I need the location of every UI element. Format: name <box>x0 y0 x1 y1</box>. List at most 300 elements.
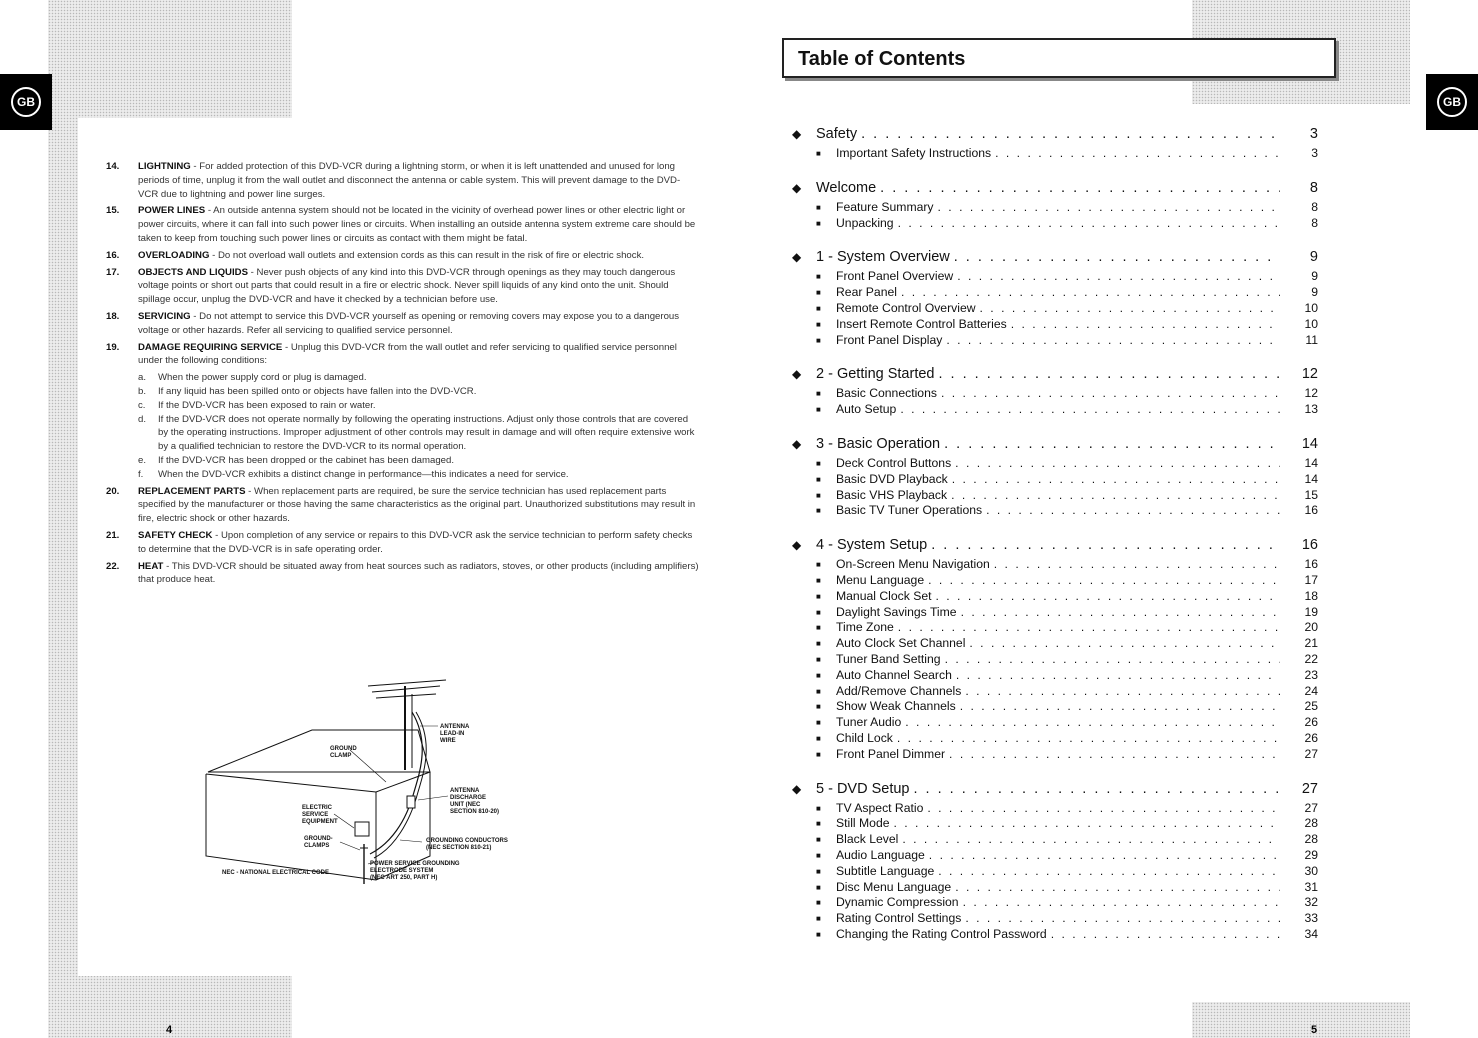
square-bullet-icon: ■ <box>816 607 821 617</box>
diamond-icon: ◆ <box>792 127 802 141</box>
item-number: 19. <box>106 341 120 353</box>
toc-page-number: 13 <box>1304 402 1318 417</box>
toc-subentry[interactable] <box>792 848 1318 864</box>
toc-page-number: 9 <box>1309 249 1318 266</box>
power-service-label-2: ELECTRODE SYSTEM <box>370 868 434 874</box>
toc-subentry-title: Basic DVD Playback <box>836 471 948 486</box>
dot-leader <box>961 605 1280 619</box>
toc-subentry-title: Show Weak Channels <box>836 699 956 714</box>
item-body <box>138 310 700 338</box>
toc-section-title: 5 - DVD Setup <box>816 780 910 797</box>
square-bullet-icon: ■ <box>816 866 821 876</box>
item-title: OBJECTS AND LIQUIDS <box>138 266 248 278</box>
right-page-number: 5 <box>1311 1024 1318 1036</box>
toc-entry[interactable] <box>792 436 1318 456</box>
service-conditions-list <box>138 371 700 481</box>
square-bullet-icon: ■ <box>816 474 821 484</box>
toc-subentry[interactable] <box>792 333 1318 349</box>
toc-subentry-title: Disc Menu Language <box>836 879 952 894</box>
item-number: 22. <box>106 560 120 572</box>
square-bullet-icon: ■ <box>816 288 821 298</box>
toc-section-title: 4 - System Setup <box>816 537 928 554</box>
toc-page-number: 9 <box>1311 269 1318 284</box>
toc-page-number: 12 <box>1301 366 1318 383</box>
toc-subentry[interactable] <box>792 620 1318 636</box>
toc-page-number: 3 <box>1311 146 1318 160</box>
dot-leader <box>949 747 1280 761</box>
toc-page-number: 17 <box>1304 572 1318 587</box>
toc-page-number: 16 <box>1304 557 1318 572</box>
toc-subentry[interactable] <box>792 146 1318 162</box>
toc-subentry[interactable] <box>792 269 1318 285</box>
safety-item <box>106 249 700 263</box>
dot-leader <box>952 472 1280 486</box>
square-bullet-icon: ■ <box>816 835 821 845</box>
dot-leader <box>945 652 1280 666</box>
toc-subentry-title: Child Lock <box>836 730 893 745</box>
toc-subentry[interactable] <box>792 456 1318 472</box>
toc-subentry-title: Basic Connections <box>836 386 937 401</box>
service-condition <box>138 413 700 454</box>
toc-subentry[interactable] <box>792 472 1318 488</box>
square-bullet-icon: ■ <box>816 702 821 712</box>
toc-subentry-title: Subtitle Language <box>836 863 935 878</box>
toc-page-number: 14 <box>1304 455 1318 470</box>
toc-subentry[interactable] <box>792 605 1318 621</box>
toc-subentry-title: Unpacking <box>836 215 894 230</box>
toc-page-number: 28 <box>1304 816 1318 831</box>
square-bullet-icon: ■ <box>816 882 821 892</box>
power-service-label-3: (NEC ART 250, PART H) <box>370 875 438 881</box>
toc-subentry-title: Changing the Rating Control Password <box>836 926 1047 941</box>
toc-page-number: 23 <box>1304 667 1318 682</box>
toc-section <box>792 249 1318 348</box>
toc-subentry[interactable] <box>792 386 1318 402</box>
safety-item <box>106 310 700 338</box>
service-condition <box>138 468 700 482</box>
item-text: For added protection of this DVD-VCR during a lightning storm, or when it is left unattended and unused for long periods of time, unplug it from the wall outlet and disconnect the antenna or cable system. This will prevent damage to the DVD-VCR due to lightning and power line surges. <box>138 161 681 200</box>
toc-subentry-title: Dynamic Compression <box>836 895 959 910</box>
dot-leader <box>946 333 1280 347</box>
item-title: SERVICING <box>138 310 191 322</box>
toc-page-number: 29 <box>1304 847 1318 862</box>
service-condition <box>138 371 700 385</box>
toc-subentry[interactable] <box>792 731 1318 747</box>
dot-leader <box>931 537 1280 553</box>
item-number: 20. <box>106 485 120 497</box>
dot-leader <box>898 620 1280 634</box>
toc-page-number: 16 <box>1301 537 1318 554</box>
toc-section-title: 1 - System Overview <box>816 249 950 266</box>
toc-subentry[interactable] <box>792 864 1318 880</box>
square-bullet-icon: ■ <box>816 686 821 696</box>
square-bullet-icon: ■ <box>816 803 821 813</box>
toc-subentry-title: Rear Panel <box>836 285 897 300</box>
dot-leader <box>897 731 1280 745</box>
dot-leader <box>956 668 1280 682</box>
item-text: This DVD-VCR should be situated away from heat sources such as radiators, stoves, or other products (including amplifiers) that produce heat. <box>138 560 699 586</box>
safety-item <box>106 266 700 307</box>
item-title: POWER LINES <box>138 205 206 217</box>
item-title: LIGHTNING <box>138 161 191 172</box>
toc-subentry[interactable] <box>792 684 1318 700</box>
toc-subentry[interactable] <box>792 880 1318 896</box>
toc-subentry-title: Important Safety Instructions <box>836 146 992 160</box>
toc-subentry-title: Tuner Band Setting <box>836 651 941 666</box>
toc-page-number: 19 <box>1304 604 1318 619</box>
item-title: REPLACEMENT PARTS <box>138 485 246 497</box>
item-separator: - <box>247 266 257 278</box>
dot-leader <box>960 699 1280 713</box>
square-bullet-icon: ■ <box>816 914 821 924</box>
item-body <box>138 485 700 526</box>
gb-icon: GB <box>1437 87 1467 117</box>
toc-section <box>792 366 1318 418</box>
toc-page-number: 32 <box>1304 895 1318 910</box>
item-title: HEAT <box>138 560 164 572</box>
diamond-icon: ◆ <box>792 180 802 195</box>
antenna-lead-label-2: LEAD-IN <box>440 731 465 737</box>
toc-page-number: 34 <box>1304 926 1318 941</box>
power-service-label-1: POWER SERVICE GROUNDING <box>370 861 460 867</box>
toc-entry[interactable] <box>792 180 1318 200</box>
toc-entry[interactable] <box>792 366 1318 386</box>
square-bullet-icon: ■ <box>816 560 821 570</box>
toc-page-number: 10 <box>1304 316 1318 331</box>
toc-subentry[interactable] <box>792 668 1318 684</box>
dot-leader <box>969 636 1280 650</box>
toc-entry[interactable] <box>792 537 1318 557</box>
dot-leader <box>927 801 1280 815</box>
toc-subentry-title: Add/Remove Channels <box>836 683 962 698</box>
condition-letter: b. <box>138 385 147 397</box>
toc-subentry[interactable] <box>792 503 1318 519</box>
dot-leader <box>901 285 1280 299</box>
toc-subentry[interactable] <box>792 927 1318 943</box>
square-bullet-icon: ■ <box>816 623 821 633</box>
toc-subentry-title: Insert Remote Control Batteries <box>836 316 1007 331</box>
electric-service-label-3: EQUIPMENT <box>302 819 338 825</box>
service-condition <box>138 454 700 468</box>
item-number: 16. <box>106 249 120 261</box>
toc-subentry[interactable] <box>792 816 1318 832</box>
toc-subentry[interactable] <box>792 216 1318 232</box>
dot-leader <box>994 557 1280 571</box>
dot-leader <box>898 216 1280 230</box>
square-bullet-icon: ■ <box>816 850 821 860</box>
square-bullet-icon: ■ <box>816 272 821 282</box>
toc-page-number: 22 <box>1304 651 1318 666</box>
dot-leader <box>995 146 1280 160</box>
toc-subentry[interactable] <box>792 832 1318 848</box>
condition-text: If the DVD-VCR has been exposed to rain or water. <box>158 399 376 411</box>
toc-subentry-title: Auto Setup <box>836 402 897 417</box>
toc-page-number: 27 <box>1304 746 1318 761</box>
toc-section-title: Safety <box>816 126 858 142</box>
item-text: Unplug this DVD-VCR from the wall outlet and refer servicing to qualified service personnel under the following conditions: <box>138 341 677 367</box>
toc-page-number: 14 <box>1304 471 1318 486</box>
dot-leader <box>1051 927 1280 941</box>
item-body <box>138 529 700 557</box>
toc-page-number: 31 <box>1304 879 1318 894</box>
square-bullet-icon: ■ <box>816 819 821 829</box>
toc-subentry[interactable] <box>792 636 1318 652</box>
toc-page-number: 18 <box>1304 588 1318 603</box>
item-text: Do not overload wall outlets and extension cords as this can result in the risk of fire or electric shock. <box>217 249 645 261</box>
dot-leader <box>929 848 1280 862</box>
toc-subentry-title: On-Screen Menu Navigation <box>836 557 990 572</box>
toc-subentry-title: Remote Control Overview <box>836 300 976 315</box>
toc-page-number: 10 <box>1304 300 1318 315</box>
square-bullet-icon: ■ <box>816 929 821 939</box>
toc-page-number: 14 <box>1301 435 1318 452</box>
diamond-icon: ◆ <box>792 538 802 553</box>
toc-section <box>792 537 1318 762</box>
toc-subentry-title: Basic TV Tuner Operations <box>836 503 983 518</box>
gb-icon: GB <box>11 87 41 117</box>
item-separator: - <box>205 205 214 217</box>
discharge-unit-label-3: UNIT (NEC <box>450 802 481 808</box>
square-bullet-icon: ■ <box>816 335 821 345</box>
toc-page-number: 9 <box>1311 285 1318 300</box>
toc-page-number: 8 <box>1311 199 1318 214</box>
item-separator: - <box>190 310 200 322</box>
square-bullet-icon: ■ <box>816 733 821 743</box>
toc-section-title: 2 - Getting Started <box>816 366 935 383</box>
toc-page-number: 21 <box>1304 636 1318 651</box>
item-title: OVERLOADING <box>138 249 210 261</box>
toc-page-number: 3 <box>1309 126 1318 142</box>
safety-item <box>106 160 700 201</box>
toc-section-title: 3 - Basic Operation <box>816 435 941 452</box>
safety-item <box>106 485 700 526</box>
toc-entry[interactable] <box>792 781 1318 801</box>
electric-service-label-1: ELECTRIC <box>302 805 332 811</box>
dot-leader <box>900 402 1280 416</box>
condition-letter: e. <box>138 454 147 466</box>
toc-subentry-title: Front Panel Dimmer <box>836 746 946 761</box>
dot-leader <box>928 573 1280 587</box>
item-number: 15. <box>106 205 120 217</box>
toc-subentry[interactable] <box>792 488 1318 504</box>
condition-letter: c. <box>138 399 146 411</box>
toc-subentry[interactable] <box>792 573 1318 589</box>
toc-subentry[interactable] <box>792 557 1318 573</box>
item-separator: - <box>163 560 172 572</box>
diamond-icon: ◆ <box>792 781 802 796</box>
nec-label: NEC - NATIONAL ELECTRICAL CODE <box>222 870 330 876</box>
toc-subentry[interactable] <box>792 747 1318 763</box>
dot-leader <box>938 200 1280 214</box>
grounding-conductors-label-2: (NEC SECTION 810-21) <box>426 845 492 851</box>
toc-section <box>792 126 1318 162</box>
dot-leader <box>1011 317 1280 331</box>
diamond-icon: ◆ <box>792 436 802 451</box>
toc-subentry-title: Rating Control Settings <box>836 911 962 926</box>
toc-subentry[interactable] <box>792 285 1318 301</box>
condition-letter: a. <box>138 372 147 384</box>
safety-item <box>106 529 700 557</box>
toc-subentry[interactable] <box>792 699 1318 715</box>
toc-page-number: 16 <box>1304 503 1318 518</box>
toc-subentry[interactable] <box>792 301 1318 317</box>
square-bullet-icon: ■ <box>816 575 821 585</box>
diamond-icon: ◆ <box>792 250 802 265</box>
condition-text: If any liquid has been spilled onto or objects have fallen into the DVD-VCR. <box>158 385 477 397</box>
item-number: 21. <box>106 529 120 541</box>
ground-clamps-label-2: CLAMPS <box>304 843 330 849</box>
square-bullet-icon: ■ <box>816 639 821 649</box>
square-bullet-icon: ■ <box>816 654 821 664</box>
toc-page-number: 30 <box>1304 863 1318 878</box>
toc-section <box>792 436 1318 519</box>
toc-page-number: 33 <box>1304 911 1318 926</box>
item-separator: - <box>190 161 200 172</box>
toc-subentry-title: Black Level <box>836 832 899 847</box>
antenna-grounding-diagram <box>200 672 530 902</box>
toc-page-number: 20 <box>1304 620 1318 635</box>
language-badge-left <box>0 74 52 130</box>
item-text: An outside antenna system should not be located in the vicinity of overhead power lines or other electric light or power circuits, where it can fall into such power lines or circuits. When installing an outside antenna system extreme care should be taken to keep from touching such power lines or circuits as contact with them might be fatal. <box>138 205 696 244</box>
square-bullet-icon: ■ <box>816 389 821 399</box>
toc-subentry[interactable] <box>792 895 1318 911</box>
toc-page-number: 8 <box>1311 215 1318 230</box>
condition-letter: d. <box>138 413 147 425</box>
item-body <box>138 560 700 588</box>
square-bullet-icon: ■ <box>816 405 821 415</box>
toc-section-title: Welcome <box>816 179 877 196</box>
item-number: 18. <box>106 310 120 322</box>
dot-leader <box>986 503 1280 517</box>
safety-item <box>106 560 700 588</box>
dot-leader <box>861 126 1280 142</box>
toc-page-number: 15 <box>1304 487 1318 502</box>
item-body <box>138 266 700 307</box>
square-bullet-icon: ■ <box>816 591 821 601</box>
toc-subentry-title: Feature Summary <box>836 199 934 214</box>
item-body <box>138 160 700 201</box>
item-separator: - <box>212 529 221 541</box>
toc-page-number: 24 <box>1304 683 1318 698</box>
toc-subentry[interactable] <box>792 652 1318 668</box>
item-text: Never push objects of any kind into this DVD-VCR through openings as they may touch dangerous voltage points or short out parts that could result in a fire or electric shock. Never spill liquids of any kind onto the unit. Should spillage occur, unplug the DVD-VCR and have it checked by a technician before use. <box>138 266 676 306</box>
condition-letter: f. <box>138 468 144 480</box>
dot-leader <box>951 488 1280 502</box>
language-badge-right <box>1426 74 1478 130</box>
item-text: Upon completion of any service or repairs to this DVD-VCR ask the service technician to perform safety checks to determine that the DVD-VCR is in safe operating order. <box>138 529 693 555</box>
discharge-unit-label-1: ANTENNA <box>450 788 480 794</box>
ground-clamps-label-1: GROUND- <box>304 836 333 842</box>
toc-page-number: 25 <box>1304 699 1318 714</box>
toc-subentry-title: Manual Clock Set <box>836 588 932 603</box>
item-title: DAMAGE REQUIRING SERVICE <box>138 341 283 353</box>
toc-subentry-title: TV Aspect Ratio <box>836 800 924 815</box>
toc-subentry[interactable] <box>792 715 1318 731</box>
item-text: Do not attempt to service this DVD-VCR yourself as opening or removing covers may expose you to a dangerous voltage or other hazards. Refer all servicing to qualified service personnel. <box>138 310 680 336</box>
item-text: When replacement parts are required, be sure the service technician has used replacement parts specified by the manufacturer or those having the same characteristics as the original part. Unauthorized substitutions may result in fire, electric shock or other hazards. <box>138 485 696 525</box>
square-bullet-icon: ■ <box>816 670 821 680</box>
dot-leader <box>938 366 1280 382</box>
dot-leader <box>880 180 1280 196</box>
item-number: 17. <box>106 266 120 278</box>
toc-subentry[interactable] <box>792 317 1318 333</box>
toc-subentry-title: Daylight Savings Time <box>836 604 957 619</box>
item-separator: - <box>209 249 218 261</box>
discharge-unit-label-2: DISCHARGE <box>450 795 487 801</box>
dot-leader <box>955 456 1280 470</box>
dot-leader <box>944 436 1280 452</box>
toc-subentry[interactable] <box>792 200 1318 216</box>
dot-leader <box>955 880 1280 894</box>
item-separator: - <box>282 341 291 353</box>
safety-item <box>106 204 700 245</box>
toc-entry[interactable] <box>792 249 1318 269</box>
toc-subentry[interactable] <box>792 801 1318 817</box>
condition-text: When the power supply cord or plug is damaged. <box>158 372 367 384</box>
toc-subentry-title: Basic VHS Playback <box>836 487 948 502</box>
toc-subentry-title: Audio Language <box>836 847 925 862</box>
ground-clamp-label-1: GROUND <box>330 746 357 752</box>
dot-leader <box>894 816 1280 830</box>
condition-text: If the DVD-VCR does not operate normally by following the operating instructions. Adjust only those controls that are covered by the operating instructions. Improper adjustment of other controls may result in damage and will often require extensive work by a qualified technician to restore the DVD-VCR to its normal operation. <box>158 413 695 453</box>
toc-subentry-title: Front Panel Overview <box>836 269 954 284</box>
antenna-lead-label-3: WIRE <box>440 738 456 744</box>
toc-page-number: 12 <box>1304 386 1318 401</box>
toc-page-number: 28 <box>1304 832 1318 847</box>
toc-page-number: 26 <box>1304 730 1318 745</box>
square-bullet-icon: ■ <box>816 490 821 500</box>
left-page-number: 4 <box>166 1024 173 1036</box>
square-bullet-icon: ■ <box>816 218 821 228</box>
toc-subentry-title: Still Mode <box>836 816 890 831</box>
toc-subentry-title: Front Panel Display <box>836 332 943 347</box>
toc-subentry[interactable] <box>792 402 1318 418</box>
dot-leader <box>954 249 1280 265</box>
toc-subentry[interactable] <box>792 589 1318 605</box>
square-bullet-icon: ■ <box>816 506 821 516</box>
dot-leader <box>936 589 1280 603</box>
diamond-icon: ◆ <box>792 367 802 382</box>
square-bullet-icon: ■ <box>816 319 821 329</box>
square-bullet-icon: ■ <box>816 458 821 468</box>
square-bullet-icon: ■ <box>816 898 821 908</box>
square-bullet-icon: ■ <box>816 202 821 212</box>
square-bullet-icon: ■ <box>816 749 821 759</box>
dot-leader <box>957 269 1280 283</box>
grounding-conductors-label-1: GROUNDING CONDUCTORS <box>426 838 508 844</box>
electric-service-label-2: SERVICE <box>302 812 329 818</box>
dot-leader <box>963 895 1280 909</box>
item-body <box>138 341 700 369</box>
safety-instructions-list <box>106 160 700 590</box>
dot-leader <box>965 684 1280 698</box>
dot-leader <box>965 911 1280 925</box>
condition-text: If the DVD-VCR has been dropped or the cabinet has been damaged. <box>158 454 454 466</box>
square-bullet-icon: ■ <box>816 718 821 728</box>
dot-leader <box>902 832 1280 846</box>
safety-item <box>106 341 700 369</box>
toc-subentry-title: Menu Language <box>836 572 925 587</box>
square-bullet-icon: ■ <box>816 149 821 158</box>
toc-entry[interactable] <box>792 126 1318 146</box>
item-title: SAFETY CHECK <box>138 529 213 541</box>
dot-leader <box>938 864 1280 878</box>
toc-subentry-title: Time Zone <box>836 620 894 635</box>
toc-subentry-title: Auto Clock Set Channel <box>836 636 966 651</box>
toc-subentry[interactable] <box>792 911 1318 927</box>
service-condition <box>138 385 700 399</box>
toc-page-number: 27 <box>1304 800 1318 815</box>
